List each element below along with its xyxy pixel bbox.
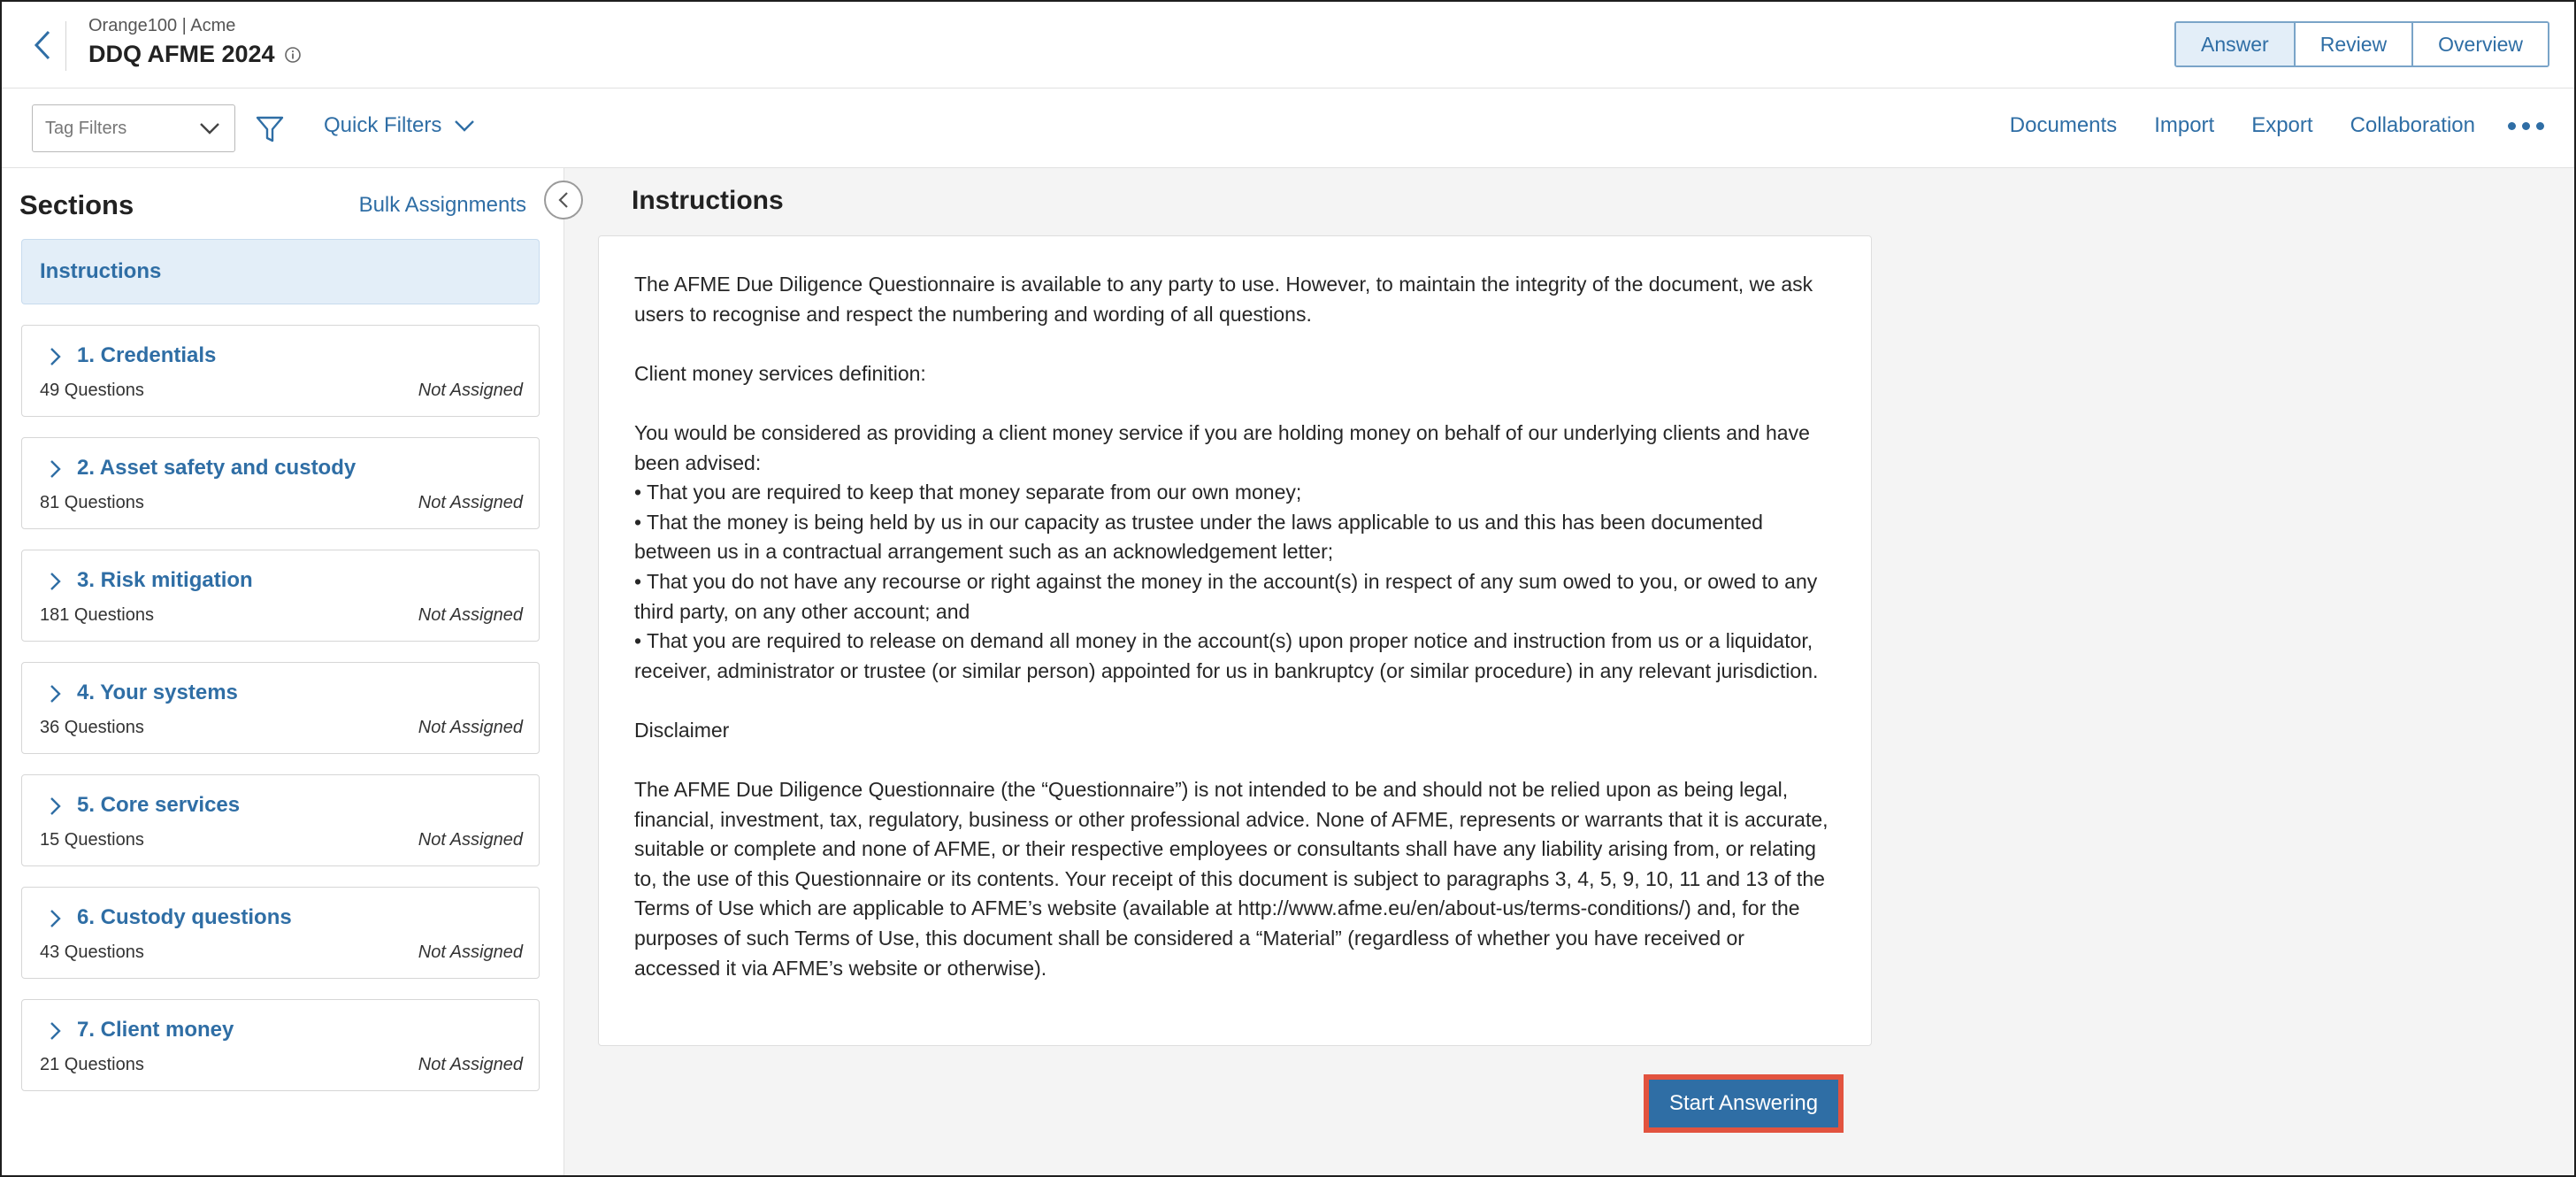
assignment-status: Not Assigned (418, 1055, 523, 1074)
filter-icon[interactable] (254, 113, 286, 145)
collapse-sidebar-button[interactable] (544, 181, 583, 219)
assignment-status: Not Assigned (418, 381, 523, 400)
import-link[interactable]: Import (2154, 113, 2215, 137)
section-label: Instructions (40, 259, 162, 283)
question-count: 15 Questions (40, 830, 144, 850)
question-count: 36 Questions (40, 718, 144, 737)
bullet-item: • That you do not have any recourse or right against the money in the account(s) in respect of any sum owed to you, or owed to any third party, on any other account; and (634, 569, 1818, 623)
info-icon[interactable] (284, 46, 302, 64)
tag-filters-placeholder: Tag Filters (45, 118, 127, 138)
section-label: 1. Credentials (77, 343, 217, 367)
chevron-right-icon (47, 347, 63, 366)
section-label: 6. Custody questions (77, 905, 292, 929)
bulk-assignments-link[interactable]: Bulk Assignments (358, 193, 526, 217)
section-item[interactable] (21, 774, 540, 866)
bullet-item: • That you are required to release on demand all money in the account(s) upon proper notice and instruction from us or a liquidator, receiver, administrator or trustee (or similar person) appointed for us in bankruptcy (or similar procedure) in any relevant jurisdiction. (634, 629, 1819, 682)
assignment-status: Not Assigned (418, 830, 523, 850)
section-label: 3. Risk mitigation (77, 568, 253, 592)
chevron-right-icon (47, 684, 63, 704)
export-link[interactable]: Export (2251, 113, 2313, 137)
section-list (21, 239, 540, 1112)
section-label: 4. Your systems (77, 681, 238, 704)
chevron-right-icon (47, 572, 63, 591)
chevron-right-icon (47, 796, 63, 816)
question-count: 49 Questions (40, 381, 144, 400)
tag-filters-select[interactable] (32, 104, 235, 152)
chevron-right-icon (47, 1021, 63, 1041)
sections-sidebar (2, 168, 564, 1177)
section-item[interactable] (21, 550, 540, 642)
quick-filters-dropdown[interactable] (324, 113, 475, 138)
page-title (88, 41, 302, 68)
page-title-text: DDQ AFME 2024 (88, 41, 275, 67)
intro-paragraph: The AFME Due Diligence Questionnaire is available to any party to use. However, to maintain the integrity of the document, we ask users to recognise and respect the numbering and wording of all questions. (634, 273, 1813, 326)
section-instructions[interactable] (21, 239, 540, 304)
toolbar (2, 88, 2574, 168)
assignment-status: Not Assigned (418, 605, 523, 625)
section-item[interactable] (21, 325, 540, 417)
assignment-status: Not Assigned (418, 718, 523, 737)
bullet-item: • That the money is being held by us in our capacity as trustee under the laws applicable to us and this has been documented between us in a contractual arrangement such as an acknowledgement letter; (634, 510, 1763, 564)
section-item[interactable] (21, 437, 540, 529)
view-switcher (2174, 21, 2549, 67)
instructions-card (598, 235, 1872, 1046)
section-item[interactable] (21, 887, 540, 979)
question-count: 181 Questions (40, 605, 154, 625)
tab-overview[interactable]: Overview (2413, 23, 2548, 65)
assignment-status: Not Assigned (418, 942, 523, 962)
disclaimer-heading: Disclaimer (634, 718, 730, 742)
chevron-down-icon (454, 119, 475, 133)
start-answering-highlight (1644, 1074, 1844, 1133)
collaboration-link[interactable]: Collaboration (2350, 113, 2475, 137)
section-item[interactable] (21, 662, 540, 754)
start-answering-button[interactable]: Start Answering (1649, 1080, 1838, 1127)
back-button[interactable] (25, 25, 60, 65)
header (2, 2, 2574, 88)
sections-title: Sections (19, 189, 134, 220)
question-count: 21 Questions (40, 1055, 144, 1074)
main-content (564, 168, 2576, 1177)
main-title: Instructions (632, 186, 784, 215)
question-count: 43 Questions (40, 942, 144, 962)
chevron-down-icon (199, 121, 220, 135)
tab-answer[interactable]: Answer (2176, 23, 2296, 65)
cms-heading: Client money services definition: (634, 361, 926, 385)
chevron-left-icon (557, 191, 570, 209)
assignment-status: Not Assigned (418, 493, 523, 512)
quick-filters-label: Quick Filters (324, 113, 442, 137)
chevron-right-icon (47, 909, 63, 928)
top-actions (2010, 113, 2475, 138)
question-count: 81 Questions (40, 493, 144, 512)
documents-link[interactable]: Documents (2009, 113, 2118, 137)
section-item[interactable] (21, 999, 540, 1091)
breadcrumb: Orange100 | Acme (88, 16, 236, 35)
tab-review[interactable]: Review (2296, 23, 2413, 65)
chevron-right-icon (47, 459, 63, 479)
disclaimer-body: The AFME Due Diligence Questionnaire (the “Questionnaire”) is not intended to be and should not be relied upon as being legal, financial, investment, tax, regulatory, business or other professional advice. None of AFME, represents or warrants that it is accurate, suitable or complete and none of AFME, or their respective employees or consultants shall have any liability arising from, or relating to, the use of this Questionnaire or its contents. Your receipt of this document is subject to paragraphs 3, 4, 5, 9, 10, 11 and 13 of the Terms of Use which are applicable to AFME’s website (available at http://www.afme.eu/en/about-us/terms-conditions/) and, for the purposes of such Terms of Use, this document shall be considered a “Material” (regardless of whether you have received or accessed it via AFME’s website or otherwise). (634, 778, 1828, 980)
more-options-icon[interactable] (2508, 122, 2544, 130)
section-label: 7. Client money (77, 1018, 234, 1042)
bullet-item: • That you are required to keep that money separate from our own money; (634, 481, 1302, 504)
section-label: 2. Asset safety and custody (77, 456, 356, 480)
chevron-left-icon (33, 29, 52, 61)
cms-body: You would be considered as providing a client money service if you are holding money on behalf of our underlying clients and have been advised: (634, 420, 1810, 474)
header-divider (65, 21, 66, 71)
section-label: 5. Core services (77, 793, 241, 817)
